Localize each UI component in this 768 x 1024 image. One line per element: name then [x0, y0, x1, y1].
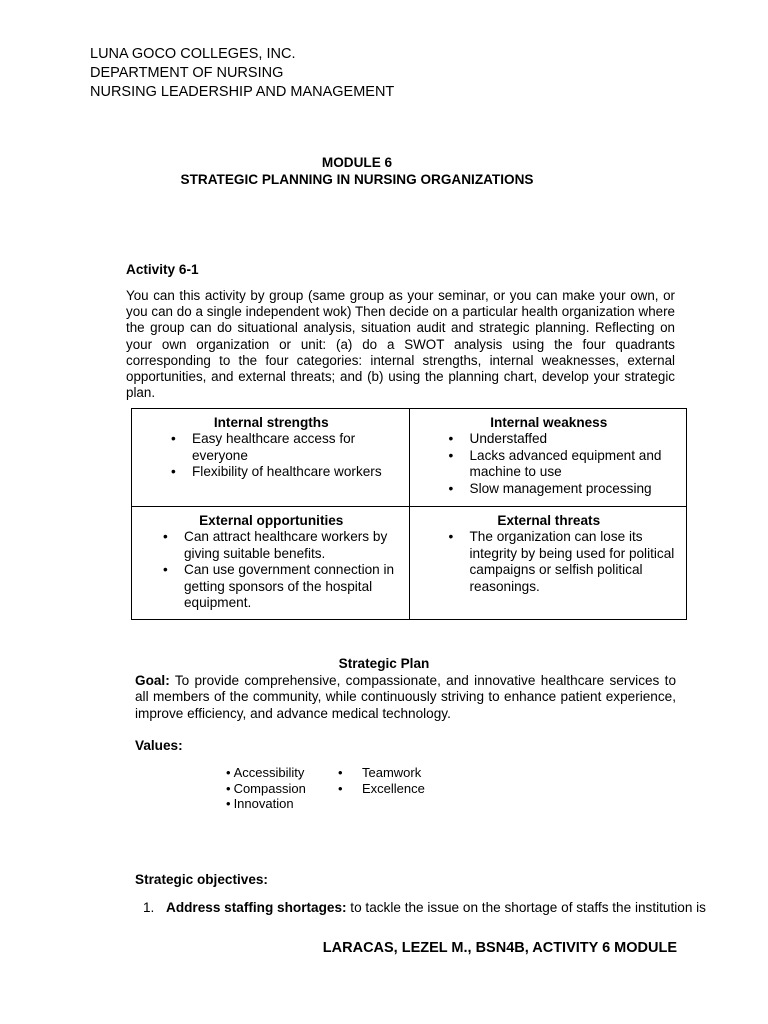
department-name: DEPARTMENT OF NURSING — [90, 65, 284, 81]
strengths-heading: Internal strengths — [213, 415, 329, 430]
list-item: • Compassion — [226, 781, 306, 797]
swot-threats-cell — [409, 507, 687, 620]
goal-text: To provide comprehensive, compassionate, and innovative healthcare services to all members of the community, while continuously striving to enhance patient experience, improve efficiency, and advance medical technology. — [135, 673, 676, 721]
swot-strengths-cell — [132, 409, 410, 507]
strategic-objectives-heading: Strategic objectives: — [135, 872, 268, 887]
page-footer: LARACAS, LEZEL M., BSN4B, ACTIVITY 6 MODULE — [322, 940, 677, 956]
list-item: • The organization can lose its integrity by being used for political campaigns or selfish political reasonings. — [470, 529, 681, 595]
module-title: STRATEGIC PLANNING IN NURSING ORGANIZATIONS — [180, 172, 534, 187]
objective-text: to tackle the issue on the shortage of staffs the institution is — [346, 900, 706, 915]
list-item: • Innovation — [226, 796, 306, 812]
opportunities-list — [140, 529, 403, 612]
list-item: • Slow management processing — [470, 481, 681, 498]
objective-item — [143, 899, 706, 916]
strategic-plan-title: Strategic Plan — [338, 656, 430, 671]
values-list-left — [226, 765, 306, 812]
list-item: • Excellence — [362, 781, 425, 797]
opportunities-heading: External opportunities — [199, 513, 344, 528]
course-name: NURSING LEADERSHIP AND MANAGEMENT — [90, 84, 395, 100]
weakness-heading: Internal weakness — [490, 415, 608, 430]
list-item: • Can use government connection in getting sponsors of the hospital equipment. — [184, 562, 403, 612]
list-item: • Lacks advanced equipment and machine to use — [470, 448, 681, 481]
activity-instructions: You can this activity by group (same group as your seminar, or you can make your own, or you can do a single independent wok) Then decide on a particular health organization where the group can do situational analysis, situation audit and strategic planning. Reflecting on your own organization or unit: (a) do a SWOT analysis using the four quadrants corresponding to the four categories: internal strengths, internal weaknesses, external opportunities, and external threats; and (b) using the planning chart, develop your strategic plan. — [126, 288, 675, 401]
list-item: • Teamwork — [362, 765, 425, 781]
threats-heading: External threats — [497, 513, 601, 528]
activity-heading: Activity 6-1 — [126, 262, 199, 277]
list-item: • Flexibility of healthcare workers — [192, 464, 403, 481]
values-list-right — [362, 765, 425, 796]
threats-list — [418, 529, 681, 595]
module-number: MODULE 6 — [321, 155, 393, 170]
goal-paragraph — [135, 673, 676, 722]
list-item: • Easy healthcare access for everyone — [192, 431, 403, 464]
swot-table — [131, 408, 687, 620]
college-name: LUNA GOCO COLLEGES, INC. — [90, 46, 296, 62]
swot-opportunities-cell — [132, 507, 410, 620]
list-item: • Accessibility — [226, 765, 306, 781]
objective-number: 1. — [143, 900, 155, 915]
weakness-list — [418, 431, 681, 497]
list-item: • Can attract healthcare workers by giving suitable benefits. — [184, 529, 403, 562]
list-item: • Understaffed — [470, 431, 681, 448]
objective-label: Address staffing shortages: — [166, 900, 347, 915]
strengths-list — [140, 431, 403, 481]
institution-header — [90, 45, 394, 102]
values-heading: Values: — [135, 738, 183, 753]
swot-weakness-cell — [409, 409, 687, 507]
module-title-block — [0, 154, 714, 188]
goal-label: Goal: — [135, 673, 170, 688]
